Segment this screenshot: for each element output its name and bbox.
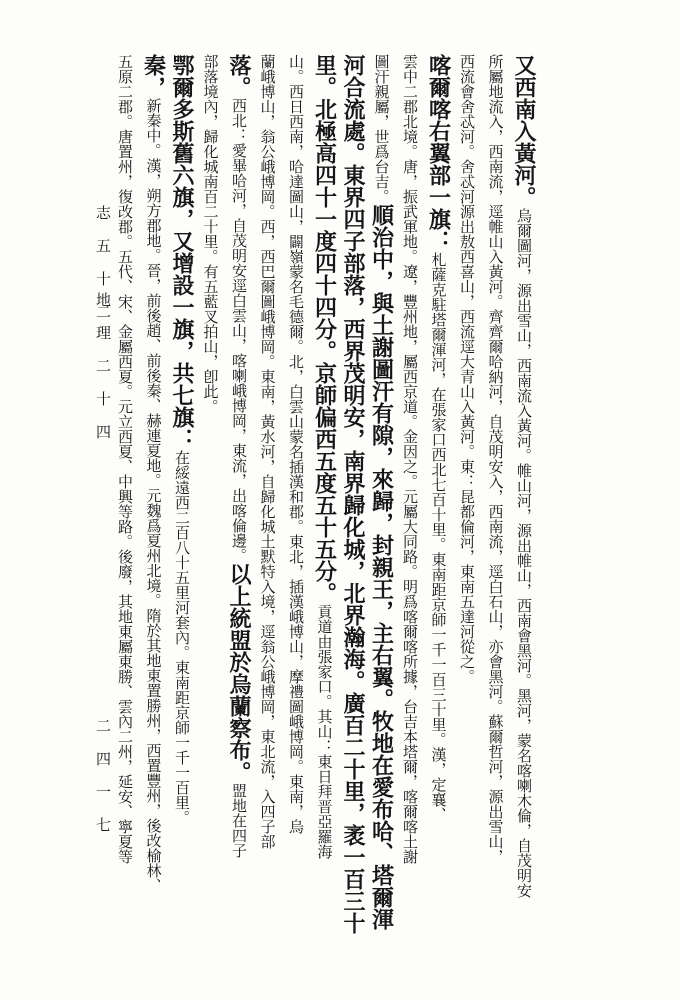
annotation-text-run: 東南距京師一千一百三十里。 bbox=[429, 552, 448, 747]
main-text-run: 牧地在愛布哈、塔爾渾 bbox=[368, 710, 395, 930]
annotation-text-run: 圖汗親屬，世爲台吉。 bbox=[372, 54, 391, 204]
annotation-text-run: 部落境內，歸化城南百二十里。 bbox=[201, 54, 220, 264]
annotation-text-run: 山。 bbox=[287, 54, 305, 84]
annotation-text-run: 在綏遠西二百八十五里河套內。 bbox=[173, 450, 191, 660]
annotation-text-run: 西，西巴爾圖峨博岡。 bbox=[258, 219, 277, 369]
annotation-text-run: 晉，前後趙、前後秦、赫連夏地。 bbox=[144, 263, 163, 488]
main-text-run: 以上統盟於烏蘭察布。 bbox=[226, 563, 252, 783]
annotation-text-run: 東北，插漢峨博山， bbox=[287, 534, 305, 669]
annotation-text-run: 西日 bbox=[287, 84, 305, 114]
text-column bbox=[311, 54, 339, 954]
text-column bbox=[140, 54, 168, 954]
main-text-run: 秦， bbox=[140, 54, 167, 98]
annotation-text-run: 漢，朔方郡地。 bbox=[144, 158, 163, 263]
annotation-text-run: 西流會舍忒河。 bbox=[458, 54, 476, 159]
annotation-text-run: 金因之。 bbox=[401, 429, 419, 489]
annotation-text-run: 東南，烏 bbox=[287, 774, 305, 834]
annotation-text-run: 元魏爲夏州北境。 bbox=[144, 488, 163, 608]
main-text-run: 里。 bbox=[311, 54, 338, 98]
annotation-text-run: 漢，定襄、 bbox=[429, 747, 448, 822]
annotation-text-run: 蘇爾哲河，源出雪山， bbox=[486, 714, 505, 864]
text-column bbox=[225, 54, 253, 954]
text-column bbox=[510, 54, 538, 954]
annotation-text-run: 隋於其地東置勝州，西置豐州，後改榆林、 bbox=[144, 608, 163, 893]
text-column bbox=[254, 54, 282, 954]
main-text-run: 落。 bbox=[226, 54, 252, 98]
annotation-text-run: 西南，哈達圖山，闢嶺蒙名毛德爾。 bbox=[287, 114, 305, 354]
annotation-text-run: 帷山河，源出帷山，西南會黑河。 bbox=[515, 463, 533, 688]
text-column bbox=[168, 54, 196, 954]
annotation-text-run: 五代、宋、金屬西夏。 bbox=[116, 249, 134, 399]
annotation-text-run: 元屬大同路。 bbox=[401, 489, 419, 579]
annotation-text-run: 西北： bbox=[230, 98, 248, 143]
main-text-run: 順治中，與土謝圖汗有隙，來歸，封親王，主右翼。 bbox=[368, 204, 395, 710]
main-text-run: 喀爾喀右翼部一旗： bbox=[425, 54, 452, 252]
main-text-run: 京師偏西五度五十五分。 bbox=[311, 362, 338, 604]
annotation-text-run: 黃水河，自歸化城土默特入境， bbox=[258, 414, 277, 624]
annotation-text-run: 東南距京師一千一百里。 bbox=[173, 660, 191, 825]
annotation-text-run: 自茂明安入，西南流，逕白石山，亦會黑河。 bbox=[486, 414, 505, 714]
text-column bbox=[482, 54, 510, 954]
annotation-text-run: 昆都倫河，東南五達河從之。 bbox=[458, 489, 476, 684]
text-column bbox=[425, 54, 453, 954]
annotation-text-run: 貢道由張家口。 bbox=[315, 604, 334, 709]
annotation-text-run: 東北流，入四子部 bbox=[258, 729, 277, 849]
page-number: 二 四 一 七 bbox=[94, 718, 112, 832]
annotation-text-run: 有五藍叉拍山，卽此。 bbox=[201, 264, 220, 414]
annotation-text-run: 烏爾圖河，源出雪山，西南流入黃河。 bbox=[515, 208, 533, 463]
text-column bbox=[396, 54, 424, 954]
text-column bbox=[339, 54, 367, 954]
annotation-text-run: 摩禮圖峨博岡。 bbox=[287, 669, 305, 774]
annotation-text-run: 逕翁公峨博岡， bbox=[258, 624, 277, 729]
main-text-run: 東界四子部落，西界茂明安，南界歸化城，北界瀚海。 bbox=[340, 164, 366, 692]
annotation-text-run: 其山： bbox=[315, 709, 334, 754]
text-column bbox=[453, 54, 481, 954]
annotation-text-run: 後廢，其地東屬東勝、雲內二州，延安、寧夏等 bbox=[116, 549, 134, 864]
text-column bbox=[368, 54, 396, 954]
annotation-text-run: 黑河，蒙名喀喇木倫，自茂明安 bbox=[515, 688, 533, 898]
main-text-run: 又西南入黃河。 bbox=[511, 54, 537, 208]
annotation-text-run: 明爲喀爾喀所據，台吉本塔爾，喀爾喀土謝 bbox=[401, 579, 419, 864]
annotation-text-run: 北，白雲山蒙名插漢和郡。 bbox=[287, 354, 305, 534]
text-column bbox=[111, 54, 139, 954]
annotation-text-run: 舍忒河源出敖西喜山，西流逕大青山入黃河。 bbox=[458, 159, 476, 459]
annotation-text-run: 盟地在四子 bbox=[230, 783, 248, 858]
text-column bbox=[282, 54, 310, 954]
annotation-text-run: 雲中二郡北境。 bbox=[401, 54, 419, 159]
annotation-text-run: 札薩克駐塔爾渾河，在張家口西北七百十里。 bbox=[429, 252, 448, 552]
annotation-text-run: 新秦中。 bbox=[144, 98, 163, 158]
annotation-text-run: 唐置州，復改郡。 bbox=[116, 129, 134, 249]
annotation-text-run: 所屬地流入，西南流，逕帷山入黃河。 bbox=[486, 54, 505, 309]
volume-label: 志 五 十 二 bbox=[94, 205, 112, 319]
section-label: 地 理 二 十 四 bbox=[94, 292, 112, 439]
annotation-text-run: 蘭峨博山，翁公峨博岡。 bbox=[258, 54, 277, 219]
main-text-run: 北極高四十一度四十四分。 bbox=[311, 98, 338, 362]
text-column bbox=[197, 54, 225, 954]
annotation-text-run: 齊齊爾哈納河， bbox=[486, 309, 505, 414]
annotation-text-run: 東日拜晋亞羅海 bbox=[315, 754, 334, 859]
main-text-run: 廣百二十里，袤一百三十 bbox=[340, 692, 366, 934]
annotation-text-run: 東南， bbox=[258, 369, 277, 414]
annotation-text-run: 東： bbox=[458, 459, 476, 489]
annotation-text-run: 愛畢哈河，自茂明安逕白雲山，喀喇峨博岡，東流，出喀倫邊。 bbox=[230, 143, 248, 563]
annotation-text-run: 遼，豐州地，屬西京道。 bbox=[401, 264, 419, 429]
annotation-text-run: 元立西夏、中興等路。 bbox=[116, 399, 134, 549]
main-text-run: 河合流處。 bbox=[340, 54, 366, 164]
main-text-run: 鄂爾多斯舊六旗，又增設一旗，共七旗： bbox=[169, 54, 195, 450]
annotation-text-run: 五原二郡。 bbox=[116, 54, 134, 129]
annotation-text-run: 唐，振武軍地。 bbox=[401, 159, 419, 264]
